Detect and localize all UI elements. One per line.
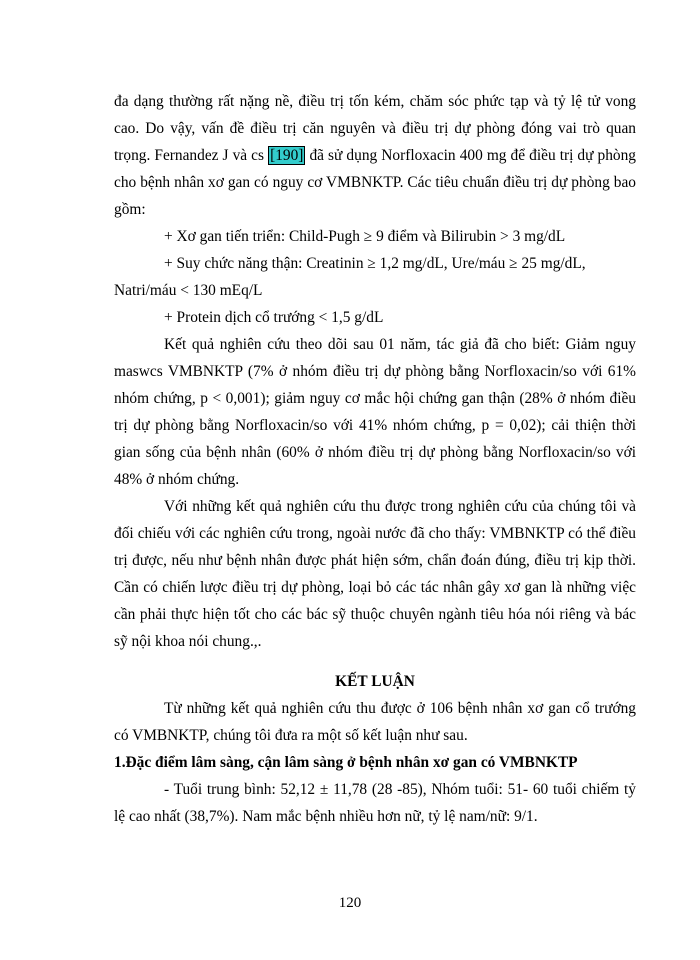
paragraph-continuation bbox=[114, 88, 636, 223]
document-page bbox=[114, 88, 636, 830]
criterion-2-continuation: Natri/máu < 130 mEq/L bbox=[114, 282, 263, 299]
criterion-1: + Xơ gan tiến triển: Child-Pugh ≥ 9 điểm và Bilirubin > 3 mg/dL bbox=[164, 228, 566, 245]
discussion-paragraph: Với những kết quả nghiên cứu thu được trong nghiên cứu của chúng tôi và đối chiếu với các nghiên cứu trong, ngoài nước đã cho thấy: VMBNKTP có thể điều trị được, nếu như bệnh nhân được phát hiện sớm, chẩn đoán đúng, điều trị kịp thời. Cần có chiến lược điều trị dự phòng, loại bỏ các tác nhân gây xơ gan là những việc cần phải thực hiện tốt cho các bác sỹ thuộc chuyên ngành tiêu hóa nói riêng và bác sỹ nội khoa nói chung.,. bbox=[114, 498, 636, 650]
page-number: 120 bbox=[338, 895, 362, 911]
section-1-text: - Tuổi trung bình: 52,12 ± 11,78 (28 -85), Nhóm tuổi: 51- 60 tuổi chiếm tỷ lệ cao nhất (38,7%). Nam mắc bệnh nhiều hơn nữ, tỷ lệ nam/nữ: 9/1. bbox=[114, 781, 636, 825]
conclusion-intro: Từ những kết quả nghiên cứu thu được ở 106 bệnh nhân xơ gan cổ trướng có VMBNKTP, chúng tôi đưa ra một số kết luận như sau. bbox=[114, 700, 636, 744]
section-1-heading: 1.Đặc điểm lâm sàng, cận lâm sàng ở bệnh nhân xơ gan có VMBNKTP bbox=[114, 754, 578, 771]
paragraph-text: đa dạng thường rất nặng nề, điều trị tốn kém, chăm sóc phức tạp và tỷ lệ tử vong cao. Do vậy, vấn đề điều trị căn nguyên và điều trị dự phòng đóng vai trò quan trọng. Fernandez J và cs bbox=[114, 93, 636, 164]
paragraph-text: đã sử dụng Norfloxacin 400 mg để điều trị dự phòng cho bệnh nhân xơ gan có nguy cơ VMBNKTP. Các tiêu chuẩn điều trị dự phòng bao gồm: bbox=[114, 147, 636, 218]
criterion-3: + Protein dịch cổ trướng < 1,5 g/dL bbox=[164, 309, 384, 326]
citation-reference[interactable]: [190] bbox=[270, 147, 304, 164]
conclusion-heading: KẾT LUẬN bbox=[335, 673, 415, 690]
criterion-2: + Suy chức năng thận: Creatinin ≥ 1,2 mg/dL, Ure/máu ≥ 25 mg/dL, bbox=[164, 255, 586, 272]
results-paragraph: Kết quả nghiên cứu theo dõi sau 01 năm, tác giả đã cho biết: Giảm nguy maswcs VMBNKTP (7% ở nhóm điều trị dự phòng bằng Norfloxacin/so với 61% nhóm chứng, p < 0,001); giảm nguy cơ mắc hội chứng gan thận (28% ở nhóm điều trị dự phòng bằng Norfloxacin/so với 41% nhóm chứng, p = 0,02); cải thiện thời gian sống của bệnh nhân (60% ở nhóm điều trị dự phòng bằng Norfloxacin/so với 48% ở nhóm chứng. bbox=[114, 336, 636, 488]
